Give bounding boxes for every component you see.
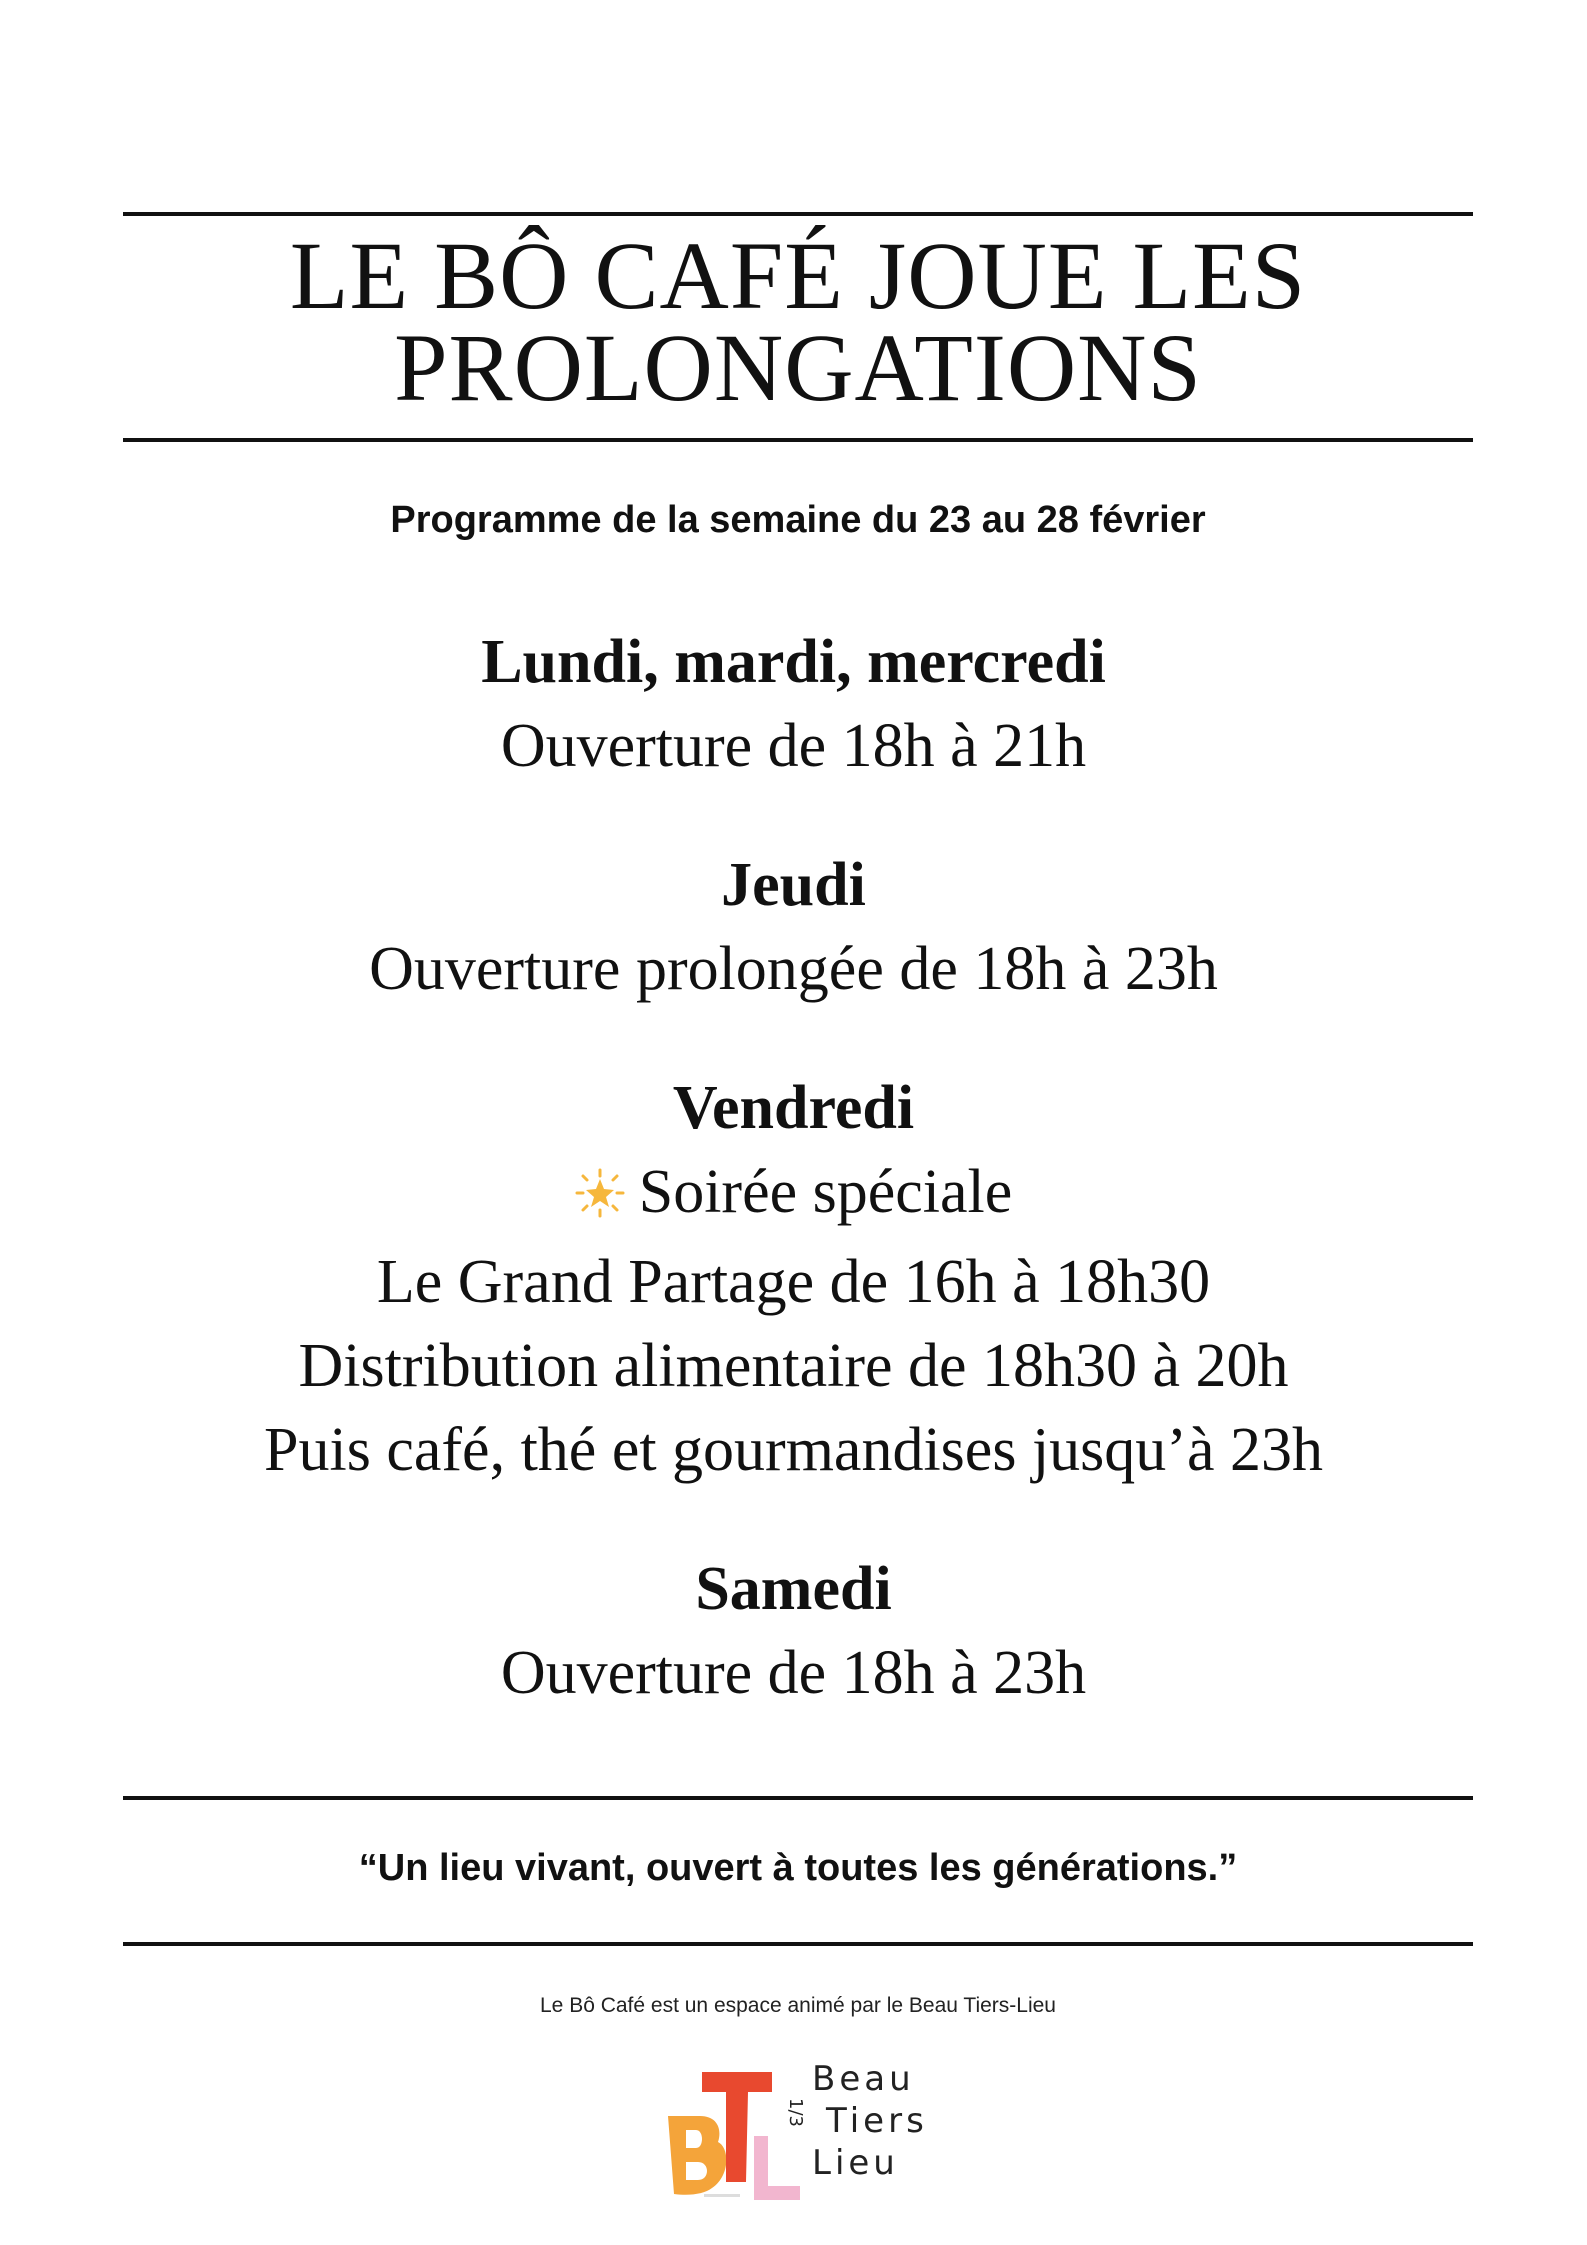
day-heading: Lundi, mardi, mercredi [481, 628, 1106, 696]
special-evening-label: Soirée spéciale [638, 1158, 1013, 1226]
day-heading: Jeudi [721, 851, 866, 919]
title-line-2: PROLONGATIONS [394, 314, 1202, 421]
schedule-block-saturday [0, 1547, 1587, 1715]
title-bottom-rule [123, 438, 1473, 442]
page-title [123, 222, 1473, 421]
logo-word-beau: Beau [812, 2059, 915, 2099]
schedule-block-thursday [0, 843, 1587, 1011]
quote: “Un lieu vivant, ouvert à toutes les générations.” [358, 1847, 1238, 1889]
logo-mark-icon [660, 2058, 810, 2208]
subtitle: Programme de la semaine du 23 au 28 février [390, 499, 1206, 541]
logo-separator: 1/3 [785, 2098, 806, 2127]
schedule-line: Distribution alimentaire de 18h30 à 20h [298, 1332, 1289, 1400]
schedule-line: Puis café, thé et gourmandises jusqu’à 23h [264, 1416, 1323, 1484]
schedule-line: Ouverture de 18h à 21h [500, 712, 1087, 780]
logo-word-tiers: Tiers [826, 2101, 928, 2141]
schedule-line: Le Grand Partage de 16h à 18h30 [376, 1248, 1211, 1316]
day-heading: Samedi [695, 1555, 892, 1623]
beau-tiers-lieu-logo [660, 2058, 940, 2208]
footer-note: Le Bô Café est un espace animé par le Beau Tiers-Lieu [540, 1994, 1056, 2017]
day-heading: Vendredi [672, 1074, 915, 1142]
quote-bottom-rule [123, 1942, 1473, 1946]
schedule-block-mon-wed [0, 620, 1587, 788]
title-line-1: LE BÔ CAFÉ JOUE LES [289, 222, 1307, 329]
star-icon [575, 1156, 625, 1240]
logo-wordmark [812, 2058, 928, 2184]
schedule-line: Ouverture de 18h à 23h [500, 1639, 1087, 1707]
logo-word-lieu: Lieu [812, 2143, 899, 2183]
schedule [0, 620, 1587, 1770]
quote-top-rule [123, 1796, 1473, 1800]
schedule-line: Ouverture prolongée de 18h à 23h [369, 935, 1218, 1003]
top-rule [123, 212, 1473, 216]
schedule-block-friday [0, 1066, 1587, 1492]
special-evening-line [0, 1150, 1587, 1240]
